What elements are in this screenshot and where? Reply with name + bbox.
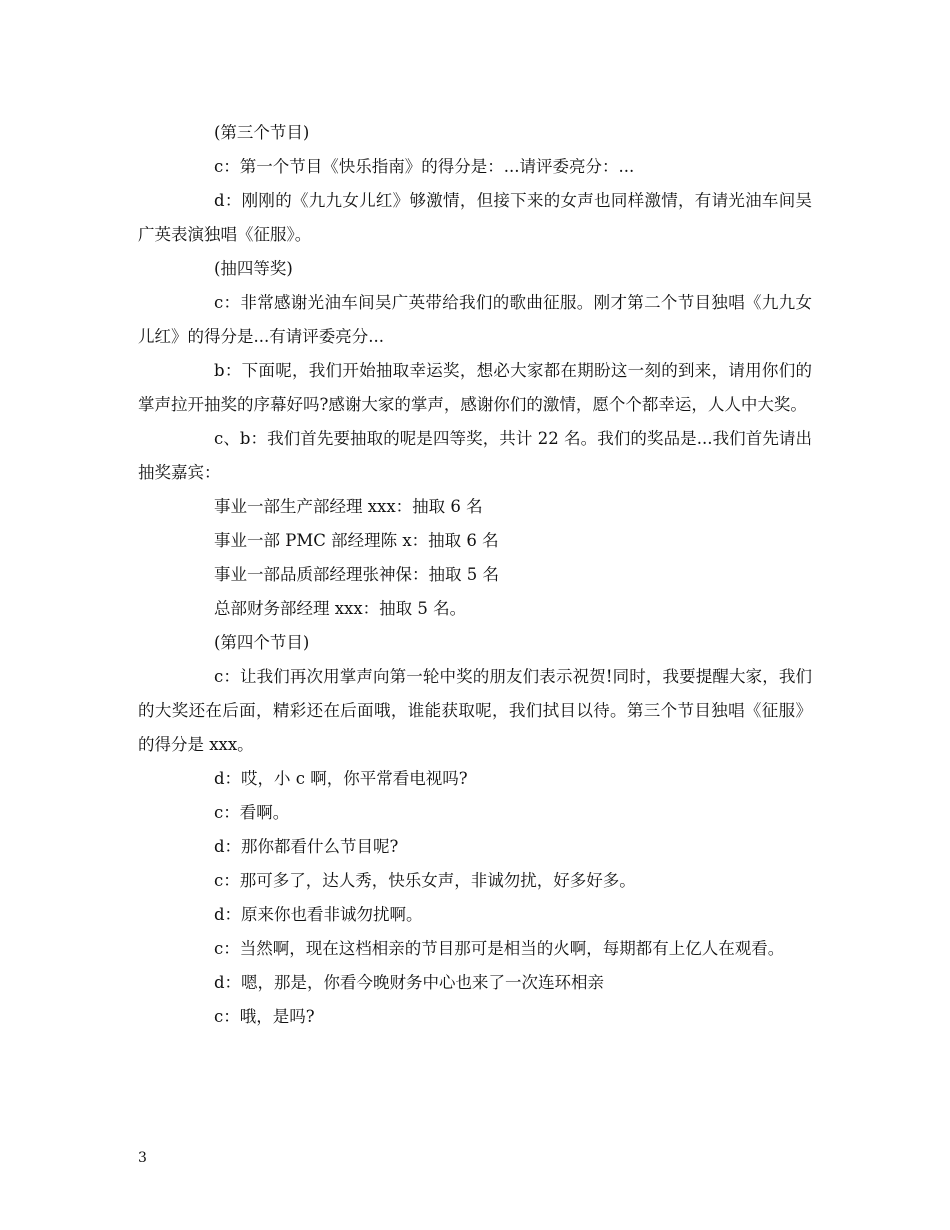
paragraph: c：哦，是吗? [214,1007,315,1026]
paragraph: d：刚刚的《九九女儿红》够激情，但接下来的女声也同样激情，有请光油车间吴广英表演独唱《征服》。 [138,191,812,244]
paragraph: (抽四等奖) [214,259,293,278]
paragraph: c：让我们再次用掌声向第一轮中奖的朋友们表示祝贺!同时，我要提醒大家，我们的大奖还在后面，精彩还在后面哦，谁能获取呢，我们拭目以待。第三个节目独唱《征服》的得分是 xxx。 [138,667,812,754]
paragraph: c、b：我们首先要抽取的呢是四等奖，共计 22 名。我们的奖品是...我们首先请出抽奖嘉宾： [138,429,812,482]
paragraph: (第四个节目) [214,633,310,652]
paragraph: (第三个节目) [214,123,310,142]
paragraph: c：当然啊，现在这档相亲的节目那可是相当的火啊，每期都有上亿人在观看。 [214,939,785,958]
paragraph: c：那可多了，达人秀，快乐女声，非诚勿扰，好多好多。 [214,871,636,890]
paragraph: d：哎，小 c 啊，你平常看电视吗? [214,769,468,788]
paragraph: c：看啊。 [214,803,290,822]
paragraph: 事业一部 PMC 部经理陈 x：抽取 6 名 [214,531,499,550]
paragraph: 事业一部生产部经理 xxx：抽取 6 名 [214,497,483,516]
paragraph: 总部财务部经理 xxx：抽取 5 名。 [214,599,467,618]
document-body [138,116,812,1034]
paragraph: d：原来你也看非诚勿扰啊。 [214,905,423,924]
paragraph: c：第一个节目《快乐指南》的得分是：...请评委亮分：... [214,157,635,176]
paragraph: b：下面呢，我们开始抽取幸运奖，想必大家都在期盼这一刻的到来，请用你们的掌声拉开抽奖的序幕好吗?感谢大家的掌声，感谢你们的激情，愿个个都幸运，人人中大奖。 [138,361,812,414]
paragraph: 事业一部品质部经理张神保：抽取 5 名 [214,565,499,584]
paragraph: d：嗯，那是，你看今晚财务中心也来了一次连环相亲 [214,973,605,992]
paragraph: c：非常感谢光油车间吴广英带给我们的歌曲征服。刚才第二个节目独唱《九九女儿红》的得分是...有请评委亮分... [138,293,812,346]
paragraph: d：那你都看什么节目呢? [214,837,399,856]
page-number: 3 [138,1150,147,1166]
